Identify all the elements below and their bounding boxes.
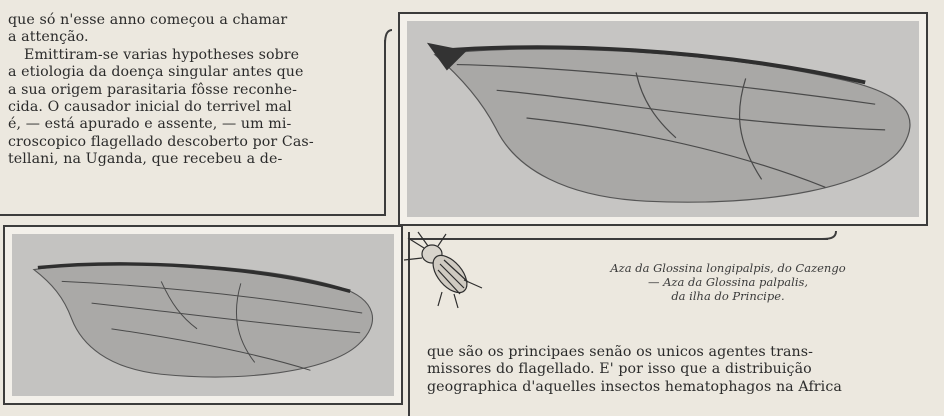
text-line: croscopico flagellado descoberto por Cas-: [8, 133, 314, 150]
text-line: que só n'esse anno começou a chamar: [8, 12, 288, 28]
text-line: que são os principaes senão os unicos agentes trans-: [427, 344, 814, 360]
wing-photo-large: [398, 12, 928, 226]
article-text-bottom: [427, 344, 935, 396]
frame-rule-horizontal-top: [0, 214, 386, 216]
text-line: a attenção.: [8, 29, 89, 46]
frame-curl-icon: [820, 228, 842, 248]
wing-photo-small: [3, 225, 403, 405]
text-line: geographica d'aquelles insectos hematophagos na Africa: [427, 378, 842, 395]
text-line: missores do flagellado. E' por isso que a distribuição: [427, 361, 812, 378]
text-line: a etiologia da doença singular antes que: [8, 64, 304, 81]
text-line: a sua origem parasitaria fôsse reconhe-: [8, 81, 297, 98]
frame-curl-icon: [376, 26, 396, 46]
caption-line-3: da ilha do Principe.: [671, 288, 785, 303]
tsetse-fly-icon: [398, 230, 490, 310]
caption-line-2: — Aza da Glossina palpalis,: [647, 274, 809, 289]
wing-palpalis-image: [12, 234, 394, 396]
figure-caption: [548, 262, 908, 303]
text-line: é, — está apurado e assente, — um mi-: [8, 116, 292, 133]
text-line: Emittiram-se varias hypotheses sobre: [24, 46, 300, 63]
frame-rule-vertical-left: [384, 40, 386, 216]
text-line: cida. O causador inicial do terrivel mal: [8, 99, 292, 116]
text-line: tellani, na Uganda, que recebeu a de-: [8, 151, 283, 168]
article-text-top: [8, 12, 344, 169]
wing-longipalpis-image: [407, 21, 919, 217]
caption-line-1: Aza da Glossina longipalpis, do Cazengo: [610, 261, 846, 275]
